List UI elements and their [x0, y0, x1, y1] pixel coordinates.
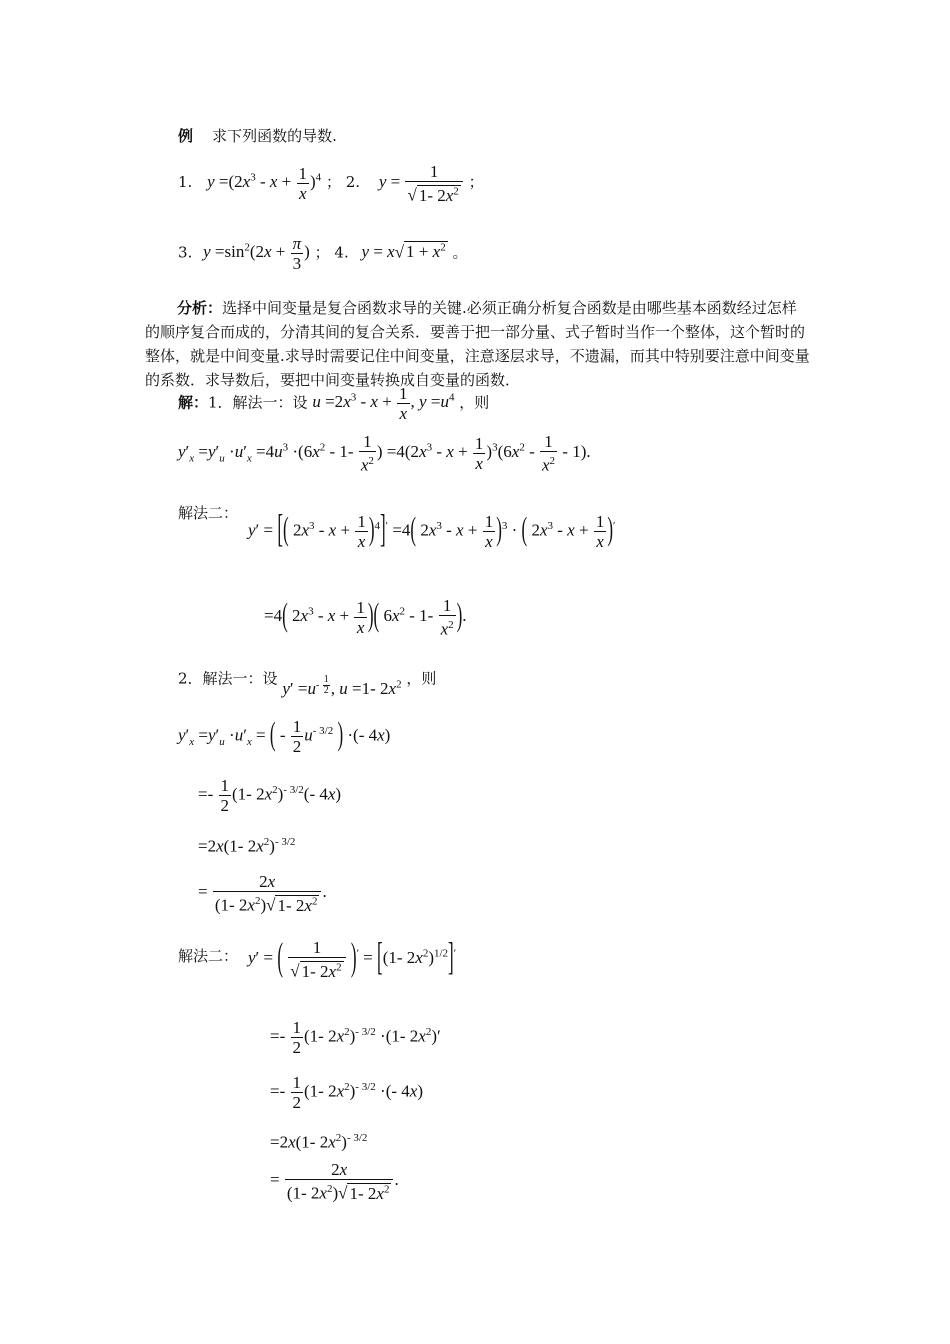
substitution-1: $u =2x^3 - x$ + $\frac{1}{x}$ , $y =u^4$	[312, 384, 455, 423]
period: 。	[452, 243, 468, 262]
example-prompt: 求下列函数的导数.	[212, 127, 337, 145]
solution-2-step-2: =- $\frac{1}{2}$ (1- $2x^2)^{- 3/2}(-$ 4x)	[198, 776, 342, 815]
solution-2-method-2-line-4: =2x(1- $2x^2)^{- 3/2}$	[270, 1132, 368, 1152]
substitution-2: y′ =u- $\frac{1}{2}$ , u =1- $2x^2$	[282, 673, 402, 698]
problem-3-number: 3.	[178, 243, 193, 262]
problem-3-formula: $y =\sin^2(2x$ + $\frac{\pi}{3}$ )	[203, 234, 310, 273]
solution-1-setup	[178, 384, 489, 423]
solution-2-step-4: = $\frac{2x}{(1- 2x^2)√ 1- 2x^2}$ .	[198, 872, 327, 915]
solution-2-method-2-line-2: =- $\frac{1}{2}$ (1- $2x^2)^{- 3/2} \cdot(1-$ $2x^2)'$	[270, 1018, 441, 1057]
solution-1-method-2-label: 解法二：	[178, 504, 239, 522]
solution-2-step-1: $y'_x =y'_u \cdot u'_x$ = ( - $\frac{1}{2}$ $u^{- 3/2}$ ) ·(- 4x)	[178, 716, 391, 756]
solution-1-method-2-line-2: =4( $2x^3$ - x + $\frac{1}{x}$ )( $6x^2 - 1-$ $\frac{1}{x^2}$ ).	[264, 596, 467, 639]
analysis-text: 选择中间变量是复合函数求导的关键.必须正确分析复合函数是由哪些基本函数经过怎样的顺序复合而成的，分清其间的复合关系．要善于把一部分量、式子暂时当作一个整体，这个暂时的整体，就是中间变量.求导时需要记住中间变量，注意逐层求导，不遗漏，而其中特别要注意中间变量的系数．求导数后，要把中间变量转换成自变量的函数．	[145, 299, 810, 389]
solution-2-method-2-line-5: = $\frac{2x}{(1- 2x^2)√ 1- 2x^2}$ .	[270, 1160, 399, 1203]
solution-2-intro: 2．解法一：设	[178, 669, 278, 688]
separator: ；	[325, 173, 341, 192]
solution-label: 解：	[178, 393, 209, 412]
then-text: ，则	[459, 393, 490, 412]
problem-4-formula: y = x√ $1 + x^2$	[361, 241, 446, 262]
separator: ；	[468, 173, 484, 192]
example-heading	[178, 124, 337, 148]
problem-1-number: 1.	[178, 173, 193, 192]
solution-2-step-3: =2x(1- $2x^2)^{- 3/2}$	[198, 836, 296, 856]
solution-2-method-2-line-3: =- $\frac{1}{2}$ (1- $2x^2)^{- 3/2}$ ·(- 4x)	[270, 1073, 423, 1112]
separator: ；	[314, 243, 330, 262]
problem-1-formula: $y =(2x^3 - x$ + $\frac{1}{x}$ )$^4$	[207, 163, 322, 203]
solution-1-intro: 1．解法一：设	[208, 393, 308, 412]
problem-2-number: 2.	[345, 173, 361, 192]
problem-2-formula: y = $\frac{1}{√ 1- 2x^2}$	[379, 172, 464, 191]
problem-line-3-4	[178, 234, 467, 273]
solution-1-method-1-result: $y'_x =y'_u \cdot u'_x =4u^3 \cdot(6x^2 - 1-$ $\frac{1}{x^2}$ ) $=4(2x^3 - x$ + $\frac{1}{x}$ )$^3(6x^2$ - $\frac{1}{x^2}$ - 1).	[178, 432, 591, 475]
analysis-paragraph	[145, 296, 810, 392]
analysis-label: 分析：	[177, 299, 223, 317]
example-label: 例	[178, 127, 194, 145]
then-text: ，则	[406, 669, 437, 688]
problem-4-number: 4.	[334, 243, 349, 262]
solution-2-method-2-line-1: y′ = ( $\frac{1}{√ 1- 2x^2}$ )′ = [(1- $2x^2)^{1/2}]'$	[248, 935, 457, 981]
problem-line-1-2	[178, 162, 484, 205]
solution-2-setup	[178, 662, 437, 698]
solution-1-method-2-line-1: y′ = [( $2x^3$ - x + $\frac{1}{x}$ )$^4$]′ =4( $2x^3$ - x + $\frac{1}{x}$ )$^3$ · ( $2x^3$ - x + $\frac{1}{x}$ )′	[248, 507, 616, 552]
solution-2-method-2-label: 解法二：	[178, 947, 239, 965]
